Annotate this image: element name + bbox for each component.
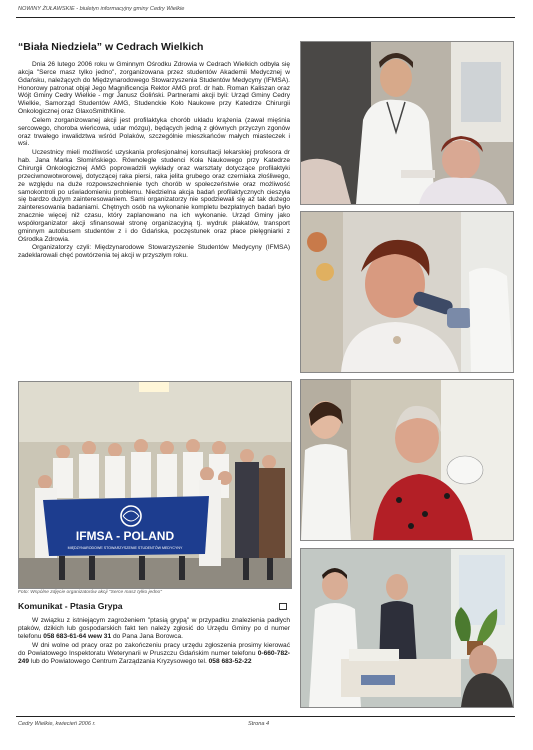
article-paragraph [18, 617, 290, 641]
phone-number: 058 683-61-64 wew 31 [43, 632, 112, 640]
article-paragraph: Dnia 26 lutego 2006 roku w Gminnym Ośrodku Zdrowia w Cedrach Wielkich odbyła się akcja "Serce masz tylko jedno", zorganizowana przez studentów Akademii Medycznej w Gdańsku, należących do Międzynarodowego Stowarzyszenia Studentów Medycyny (IFMSA). Honorowy patronat objął Jego Magnificencja Rektor AMG prof. dr hab. Roman Kaliszan oraz Wójt Gminy Cedry Wielkie - mgr Janusz Goliński. Partnerami akcji byli: Urząd Gminy Cedry Wielkie, Samorząd Studentów AMG, Studenckie Koło Naukowe przy Katedrze Chirurgii Onkologicznej oraz GlaxoSmithKline. [18, 61, 290, 116]
article-paragraph [18, 642, 290, 666]
header-rule [16, 17, 515, 18]
article-title: Komunikat - Ptasia Grypa [18, 601, 123, 611]
phone-number: 058 683-52-22 [208, 657, 252, 665]
phone-number: 0-660-782-249 [18, 649, 290, 665]
article-bird-flu [18, 601, 290, 666]
text: W dni wolne od pracy oraz po zakończeniu pracy urzędu zgłoszenia prosimy kierować do Powiatowego Inspektoratu Weterynarii w Pruszczu Gdańskim numer telefonu [18, 641, 290, 657]
footer-rule [16, 716, 515, 717]
banner-title: IFMSA - POLAND [75, 529, 175, 543]
banner-subtitle: MIĘDZYNARODOWE STOWARZYSZENIE STUDENTÓW MEDYCYNY [67, 546, 183, 550]
article-white-sunday [18, 41, 290, 260]
photo-consultation [300, 548, 514, 708]
text: W związku z istniejącym zagrożeniem "ptasią grypą" w przypadku znalezienia padłych ptaków, dzikich lub gospodarskich fakt ten należy zgłosić do Urzędu Gminy po d numer telefonu [18, 617, 290, 640]
article-paragraph: Uczestnicy mieli możliwość uzyskania profesjonalnej konsultacji lekarskiej profesora dr hab. Jana Marka Słomińskiego. Równolegle studenci Koła Naukowego przy Katedrze Chirurgii Onkologicznej AMG poprowadzili wykłady oraz warsztaty dotyczące profilaktyki przeciwnowotworowej, dotyczącej raka piersi, raka jelita grubego oraz czerniaka złośliwego, ze względu na duże rozpowszechnienie tych chorób w społeczeństwie oraz możliwość samokontroli po uświadomieniu problemu. Niedzielna akcja badań profilaktycznych cieszyła się bardzo dużym zainteresowaniem. Sami organizatorzy nie spodziewali się aż tak dużego zainteresowania badaniami. Chętnych osób na wykonanie kompletu bezpłatnych badań było znacznie więcej niż czasu, który zaplanowano na ich wykonanie. Urząd Gminy jako współorganizator akcji sfinansował stronę organizacyjną tj. wydruk plakatów, transport gminnym autobusem studentów z i do Gdańska, poczęstunek oraz płace pielęgniarki z Ośrodka Zdrowia. [18, 149, 290, 243]
text: do Pana Jana Borowca. [111, 632, 183, 640]
article-paragraph: Organizatorzy czyli: Międzynarodowe Stowarzyszenie Studentów Medycyny (IFMSA) zadeklarowali chęć powtórzenia tej akcji w przyszłym roku. [18, 244, 290, 260]
page-number: Strona 4 [248, 721, 270, 727]
footer-date: Cedry Wielkie, kwiecień 2006 r. [18, 721, 96, 727]
photo-medical-exam [300, 41, 514, 205]
photo-spirometry-test [300, 211, 514, 373]
running-header: NOWINY ŻUŁAWSKIE - biuletyn informacyjny gminy Cedry Wielkie [18, 6, 185, 12]
group-photo-caption: Foto: Wspólne zdjęcie organizatorów akcji "Serce masz tylko jedno" [18, 590, 162, 595]
text: lub do Powiatowego Centrum Zarządzania Kryzysowego tel. [29, 657, 209, 665]
article-paragraph: Celem zorganizowanej akcji jest profilaktyka chorób układu krążenia (zawał mięśnia sercowego, choroba wieńcowa, udar mózgu), będących jedną z głównych przyczyn zgonów oraz trwałego inwalidztwa wśród Polaków, szczególnie mieszkańców małych miasteczek i wsi. [18, 116, 290, 148]
photo-group-organizers [18, 381, 292, 589]
photo-breathing-test [300, 379, 514, 541]
article-title: “Biała Niedziela” w Cedrach Wielkich [18, 41, 204, 53]
